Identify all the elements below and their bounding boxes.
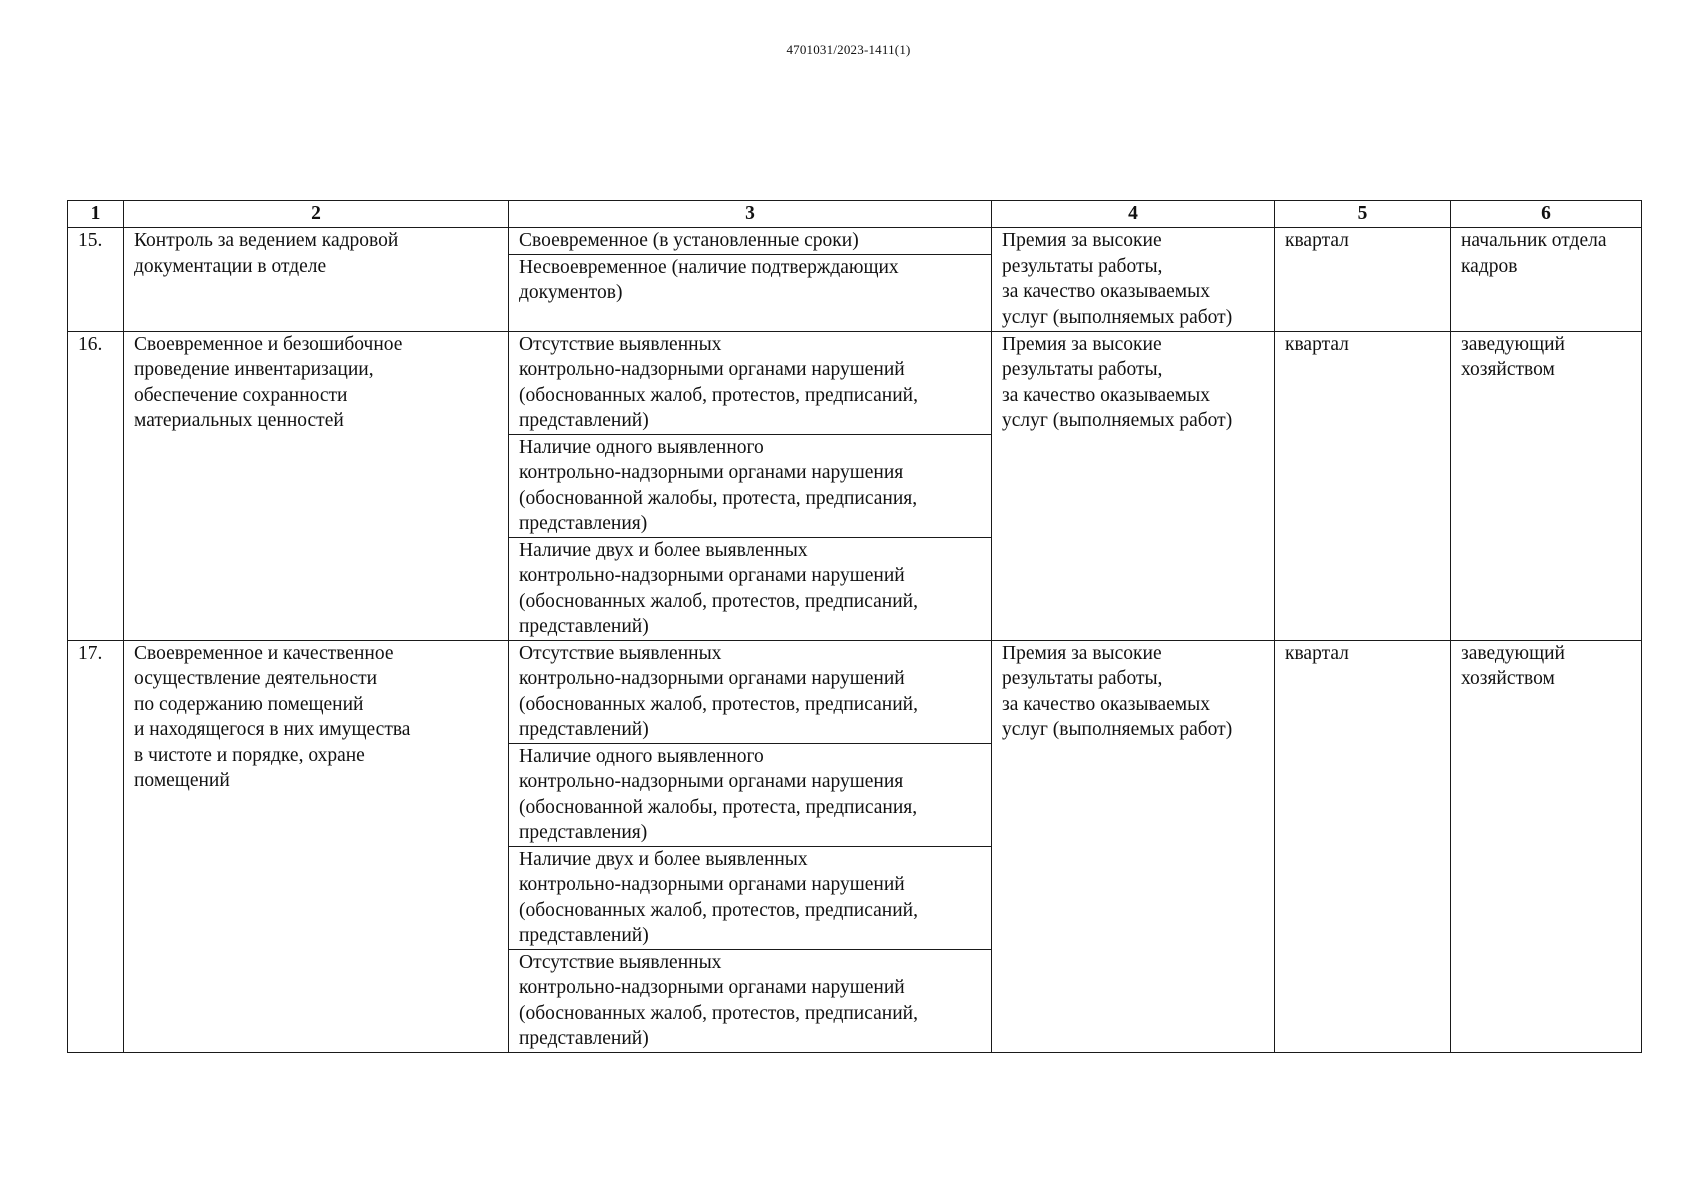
period-cell: квартал (1275, 640, 1451, 1052)
indicator-cell: Своевременное и безошибочное проведение инвентаризации, обеспечение сохранности материальных ценностей (124, 331, 509, 640)
table-row (68, 228, 1642, 255)
criterion-cell: Отсутствие выявленных контрольно-надзорными органами нарушений (обоснованных жалоб, протестов, предписаний, представлений) (509, 640, 992, 743)
criterion-cell: Наличие двух и более выявленных контрольно-надзорными органами нарушений (обоснованных жалоб, протестов, предписаний, представлений) (509, 846, 992, 949)
document-number: 4701031/2023-1411(1) (786, 42, 911, 57)
criterion-cell: Своевременное (в установленные сроки) (509, 228, 992, 255)
criterion-cell: Наличие одного выявленного контрольно-надзорными органами нарушения (обоснованной жалобы, протеста, предписания, представления) (509, 743, 992, 846)
column-number-6: 6 (1451, 201, 1642, 228)
responsible-cell: заведующий хозяйством (1451, 640, 1642, 1052)
responsible-cell: начальник отдела кадров (1451, 228, 1642, 332)
column-number-5: 5 (1275, 201, 1451, 228)
period-cell: квартал (1275, 228, 1451, 332)
criteria-table (67, 200, 1642, 1053)
criterion-cell: Отсутствие выявленных контрольно-надзорными органами нарушений (обоснованных жалоб, протестов, предписаний, представлений) (509, 331, 992, 434)
indicator-cell: Контроль за ведением кадровой документации в отделе (124, 228, 509, 332)
responsible-cell: заведующий хозяйством (1451, 331, 1642, 640)
row-number: 16. (68, 331, 124, 640)
payment-type-cell: Премия за высокие результаты работы, за качество оказываемых услуг (выполняемых работ) (992, 331, 1275, 640)
payment-type-cell: Премия за высокие результаты работы, за качество оказываемых услуг (выполняемых работ) (992, 640, 1275, 1052)
criterion-cell: Наличие одного выявленного контрольно-надзорными органами нарушения (обоснованной жалобы, протеста, предписания, представления) (509, 434, 992, 537)
column-number-1: 1 (68, 201, 124, 228)
period-cell: квартал (1275, 331, 1451, 640)
column-number-4: 4 (992, 201, 1275, 228)
row-number: 15. (68, 228, 124, 332)
column-number-3: 3 (509, 201, 992, 228)
table-row (68, 331, 1642, 434)
criterion-cell: Несвоевременное (наличие подтверждающих документов) (509, 254, 992, 331)
table-row (68, 640, 1642, 743)
column-number-row (68, 201, 1642, 228)
column-number-2: 2 (124, 201, 509, 228)
row-number: 17. (68, 640, 124, 1052)
criterion-cell: Отсутствие выявленных контрольно-надзорными органами нарушений (обоснованных жалоб, протестов, предписаний, представлений) (509, 949, 992, 1052)
criterion-cell: Наличие двух и более выявленных контрольно-надзорными органами нарушений (обоснованных жалоб, протестов, предписаний, представлений) (509, 537, 992, 640)
payment-type-cell: Премия за высокие результаты работы, за качество оказываемых услуг (выполняемых работ) (992, 228, 1275, 332)
indicator-cell: Своевременное и качественное осуществление деятельности по содержанию помещений и находящегося в них имущества в чистоте и порядке, охране помещений (124, 640, 509, 1052)
